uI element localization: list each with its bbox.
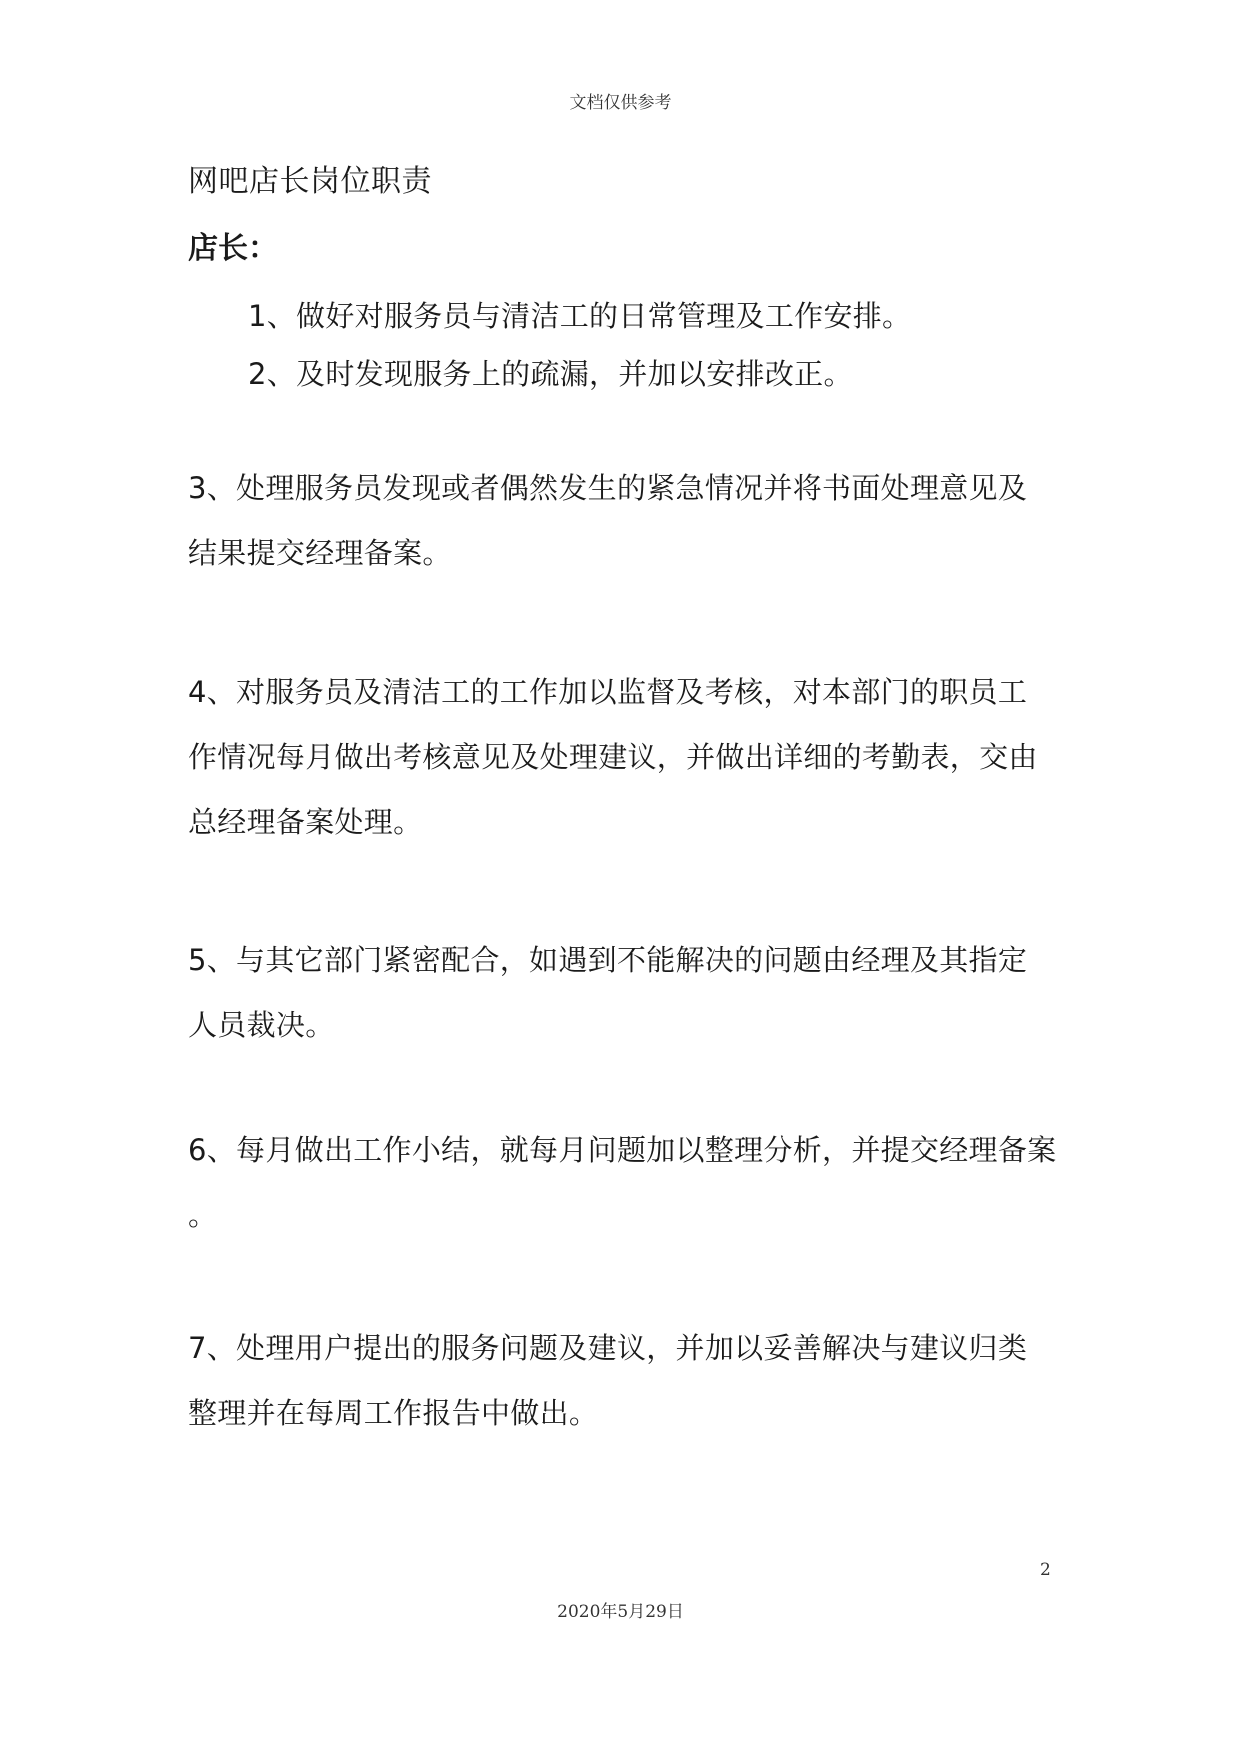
- duty-item-line: 总经理备案处理。: [188, 805, 423, 839]
- duty-item-line: 整理并在每周工作报告中做出。: [188, 1396, 599, 1430]
- duty-item-7: [188, 1316, 1068, 1446]
- section-heading: 店长：: [188, 231, 278, 266]
- duty-item-line: 6、每月做出工作小结，就每月问题加以整理分析，并提交经理备案: [188, 1133, 1057, 1167]
- duty-item-4: [188, 660, 1068, 855]
- duty-item-line: 人员裁决。: [188, 1008, 335, 1042]
- duty-item-5: [188, 928, 1068, 1058]
- duty-item-line: 2、及时发现服务上的疏漏，并加以安排改正。: [248, 357, 853, 391]
- page-header: 文档仅供参考: [569, 93, 672, 113]
- duty-item-line: 7、处理用户提出的服务问题及建议，并加以妥善解决与建议归类: [188, 1331, 1028, 1365]
- duty-item-line: 。: [188, 1198, 218, 1232]
- duty-item-line: 1、做好对服务员与清洁工的日常管理及工作安排。: [248, 299, 912, 333]
- duty-item-line: 4、对服务员及清洁工的工作加以监督及考核，对本部门的职员工: [188, 675, 1028, 709]
- document-title: 网吧店长岗位职责: [188, 164, 432, 199]
- duty-item-line: 结果提交经理备案。: [188, 536, 452, 570]
- duty-item-1: [248, 284, 1128, 349]
- duty-item-6: [188, 1118, 1068, 1248]
- page-footer-date: 2020年5月29日: [557, 1602, 684, 1622]
- duty-item-2: [248, 342, 1128, 407]
- duty-item-line: 5、与其它部门紧密配合，如遇到不能解决的问题由经理及其指定: [188, 943, 1028, 977]
- duty-item-line: 作情况每月做出考核意见及处理建议，并做出详细的考勤表，交由: [188, 740, 1038, 774]
- page-number: 2: [1040, 1560, 1051, 1580]
- duty-item-line: 3、处理服务员发现或者偶然发生的紧急情况并将书面处理意见及: [188, 471, 1028, 505]
- duty-item-3: [188, 456, 1068, 586]
